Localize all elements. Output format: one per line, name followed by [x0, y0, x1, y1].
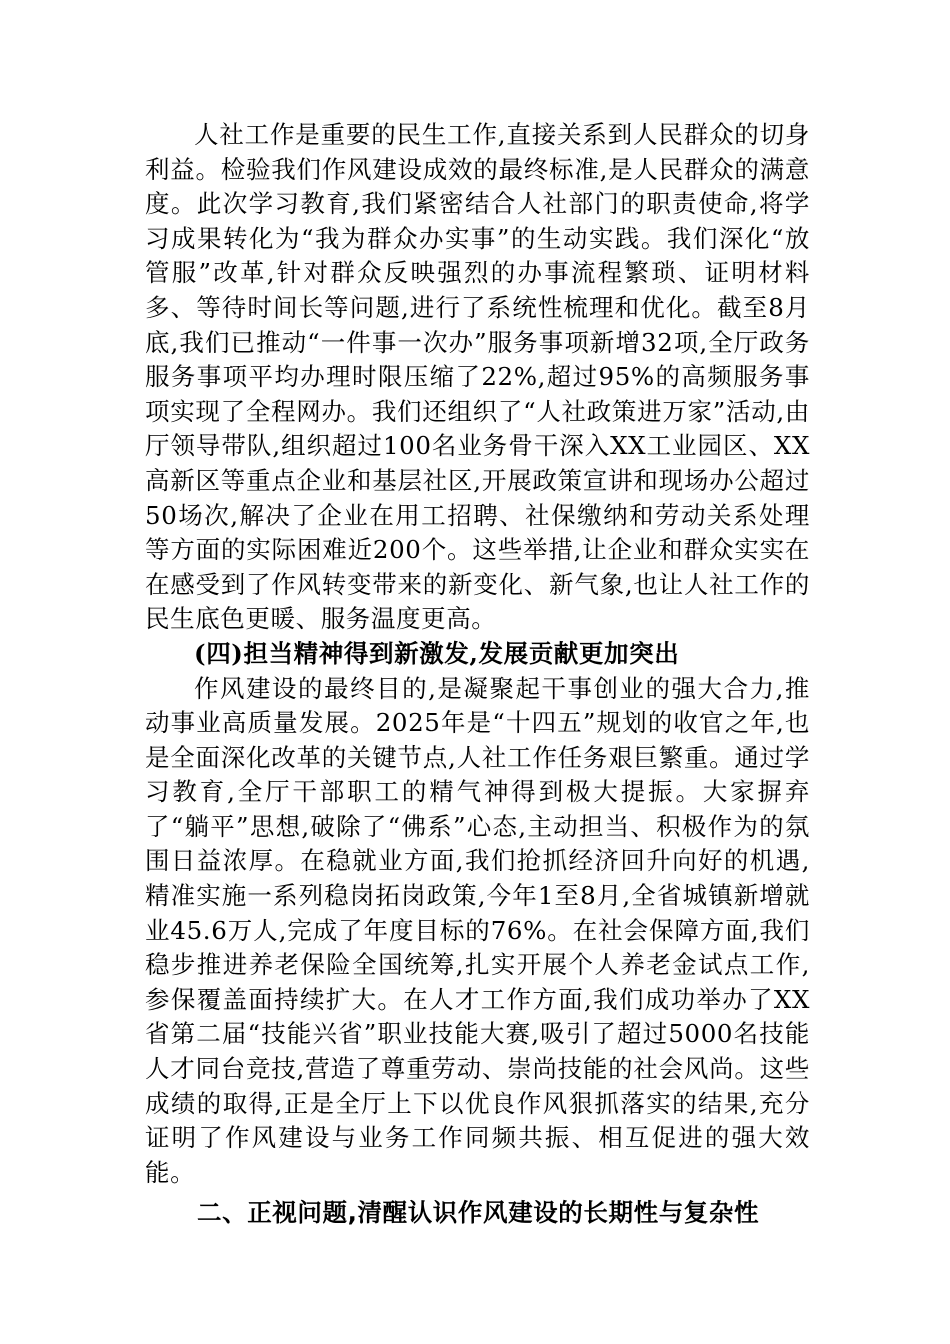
body-paragraph-development: 作风建设的最终目的,是凝聚起干事创业的强大合力,推动事业高质量发展。2025年是“十四五”规划的收官之年,也是全面深化改革的关键节点,人社工作任务艰巨繁重。通过学习教育,全厅干部职工的精气神得到极大提振。大家摒弃了“躺平”思想,破除了“佛系”心态,主动担当、积极作为的氛围日益浓厚。在稳就业方面,我们抢抓经济回升向好的机遇,精准实施一系列稳岗拓岗政策,今年1至8月,全省城镇新增就业45.6万人,完成了年度目标的76%。在社会保障方面,我们稳步推进养老保险全国统筹,扎实开展个人养老金试点工作,参保覆盖面持续扩大。在人才工作方面,我们成功举办了XX省第二届“技能兴省”职业技能大赛,吸引了超过5000名技能人才同台竞技,营造了尊重劳动、崇尚技能的社会风尚。这些成绩的取得,正是全厅上下以优良作风狠抓落实的结果,充分证明了作风建设与业务工作同频共振、相互促进的强大效能。: [145, 673, 810, 1187]
body-paragraph-service: 人社工作是重要的民生工作,直接关系到人民群众的切身利益。检验我们作风建设成效的最终标准,是人民群众的满意度。此次学习教育,我们紧密结合人社部门的职责使命,将学习成果转化为“我为群众办实事”的生动实践。我们深化“放管服”改革,针对群众反映强烈的办事流程繁琐、证明材料多、等待时间长等问题,进行了系统性梳理和优化。截至8月底,我们已推动“一件事一次办”服务事项新增32项,全厅政务服务事项平均办理时限压缩了22%,超过95%的高频服务事项实现了全程网办。我们还组织了“人社政策进万家”活动,由厅领导带队,组织超过100名业务骨干深入XX工业园区、XX高新区等重点企业和基层社区,开展政策宣讲和现场办公超过50场次,解决了企业在用工招聘、社保缴纳和劳动关系处理等方面的实际困难近200个。这些举措,让企业和群众实实在在感受到了作风转变带来的新变化、新气象,也让人社工作的民生底色更暖、服务温度更高。: [145, 120, 810, 634]
document-page: [145, 118, 810, 1231]
section-heading-problems: 二、正视问题,清醒认识作风建设的长期性与复杂性: [197, 1198, 760, 1228]
subheading-responsibility: (四)担当精神得到新激发,发展贡献更加突出: [194, 638, 680, 668]
